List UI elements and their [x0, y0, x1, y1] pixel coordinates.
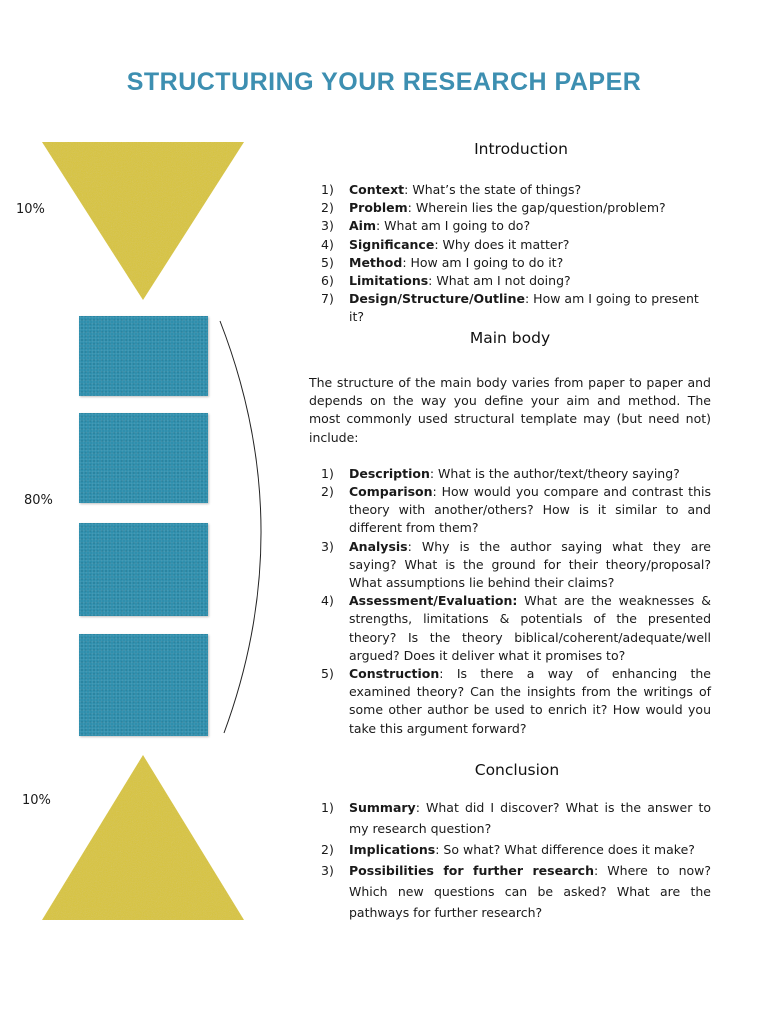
list-item-number: 3): [321, 863, 334, 878]
list-item-text: What are the weaknesses & strengths, limitations & potentials of the presented theory? Is the theory biblical/coherent/adequate/well argued? Does it deliver what it promises to?: [349, 593, 711, 663]
list-item-term: Analysis: [349, 538, 408, 554]
list-item-term: Significance: [349, 236, 435, 252]
list-item: [309, 217, 711, 235]
list-item-text: : What am I not doing?: [428, 273, 571, 289]
list-item-text: : Where to now? Which new questions can be asked? What are the pathways for further research?: [349, 863, 711, 920]
list-item-text: : What did I discover? What is the answer to my research question?: [349, 800, 711, 836]
conclusion-section: [309, 797, 711, 923]
list-item-text: : How am I going to do it?: [402, 254, 564, 270]
list-item-term: Implications: [349, 842, 436, 857]
list-item: [309, 181, 711, 199]
intro-funnel-triangle: [42, 142, 244, 300]
conclusion-percentage: 10%: [22, 793, 51, 808]
list-item-number: 4): [321, 236, 334, 252]
list-item-text: : Is there a way of enhancing the examined theory? Can the insights from the writings of some other author be used to enrich it? How would you take this argument forward?: [349, 666, 711, 736]
list-item: [309, 860, 711, 923]
main-body-bracket: [220, 321, 261, 733]
main-body-heading: Main body: [469, 329, 551, 347]
list-item-text: : What am I going to do?: [375, 218, 531, 234]
main-body-intro: The structure of the main body varies from paper to paper and depends on the way you define your aim and method. The most commonly used structural template may (but need not) include:: [309, 375, 711, 445]
list-item-term: Problem: [349, 200, 408, 216]
list-item: [309, 199, 711, 217]
list-item: [309, 254, 711, 272]
list-item-number: 7): [321, 291, 334, 307]
list-item-term: Assessment/Evaluation:: [349, 593, 518, 609]
introduction-list: [309, 181, 711, 327]
list-item-number: 6): [321, 273, 334, 289]
list-item: [309, 797, 711, 839]
list-item: [309, 236, 711, 254]
list-item-number: 5): [321, 254, 334, 270]
list-item-text: : So what? What difference does it make?: [435, 842, 695, 857]
list-item-number: 1): [321, 182, 334, 197]
list-item-term: Design/Structure/Outline: [349, 291, 525, 307]
main-body-percentage: 80%: [24, 493, 53, 508]
conclusion-triangle: [42, 755, 244, 920]
main-body-section: [309, 374, 711, 738]
list-item-text: : How am I going to present it?: [349, 291, 699, 325]
list-item-number: 2): [321, 200, 334, 216]
list-item-number: 2): [321, 842, 334, 857]
main-body-block-4: [79, 634, 208, 736]
main-body-block-2: [79, 413, 208, 503]
list-item-number: 2): [321, 484, 334, 500]
list-item-text: : What is the author/text/theory saying?: [429, 465, 680, 481]
main-body-block-1: [79, 316, 208, 396]
list-item-text: : How would you compare and contrast this theory with another/others? How is it similar to and different from them?: [349, 484, 711, 536]
list-item-term: Comparison: [349, 484, 433, 500]
list-item-term: Method: [349, 254, 403, 270]
introduction-heading: Introduction: [474, 140, 568, 158]
list-item: [309, 665, 711, 738]
list-item-term: Aim: [349, 218, 376, 234]
list-item-term: Summary: [349, 800, 416, 815]
list-item-term: Context: [349, 182, 405, 197]
list-item-number: 3): [321, 218, 334, 234]
list-item-term: Construction: [349, 666, 440, 682]
main-body-block-3: [79, 523, 208, 616]
conclusion-list: [309, 797, 711, 923]
page-title: STRUCTURING YOUR RESEARCH PAPER: [126, 68, 642, 96]
list-item-number: 1): [321, 465, 334, 481]
list-item-text: : Wherein lies the gap/question/problem?: [407, 200, 666, 216]
list-item-number: 5): [321, 666, 334, 682]
conclusion-heading: Conclusion: [474, 761, 560, 779]
introduction-section: [309, 181, 711, 327]
list-item-number: 1): [321, 800, 334, 815]
list-item: [309, 839, 711, 860]
list-item: [309, 538, 711, 593]
list-item-number: 3): [321, 538, 334, 554]
list-item-term: Possibilities for further research: [349, 863, 594, 878]
list-item-text: : Why is the author saying what they are saying? What is the ground for their theory/proposal? What assumptions lie behind their claims?: [349, 538, 711, 591]
list-item: [309, 290, 711, 326]
list-item-number: 4): [321, 593, 334, 609]
list-item-text: : Why does it matter?: [434, 236, 570, 252]
intro-percentage: 10%: [16, 202, 45, 217]
list-item: [309, 465, 711, 483]
list-item-term: Limitations: [349, 273, 429, 289]
list-item: [309, 483, 711, 538]
list-item: [309, 272, 711, 290]
list-item-term: Description: [349, 465, 430, 481]
list-item: [309, 592, 711, 665]
list-item-text: : What’s the state of things?: [404, 182, 582, 197]
main-body-list: [309, 465, 711, 738]
